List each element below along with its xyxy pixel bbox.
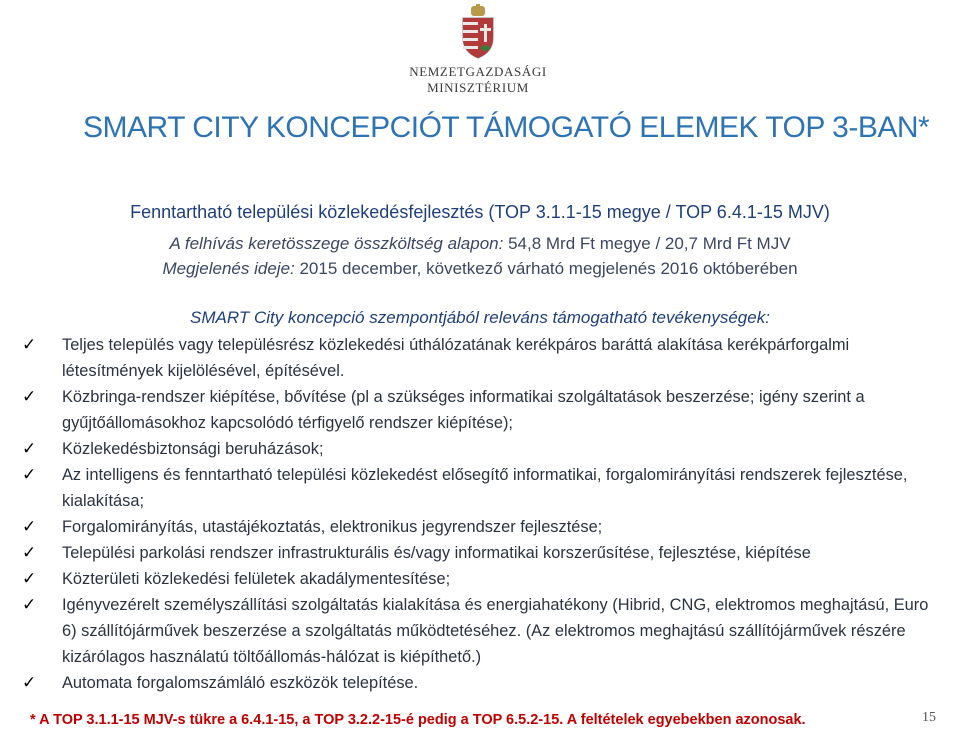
activity-list xyxy=(22,332,942,696)
checkmark-icon: ✓ xyxy=(22,673,37,693)
budget-value: 54,8 Mrd Ft megye / 20,7 Mrd Ft MJV xyxy=(503,234,791,253)
list-item xyxy=(22,514,942,540)
checkmark-icon: ✓ xyxy=(22,335,37,355)
list-item-text: Az intelligens és fenntartható települési közlekedést elősegítő informatikai, forgalomirányítási rendszerek fejlesztése, kialakítása; xyxy=(62,466,908,510)
coat-of-arms-icon xyxy=(459,4,497,60)
page-number: 15 xyxy=(922,710,936,725)
checkmark-icon: ✓ xyxy=(22,543,37,563)
checkmark-icon: ✓ xyxy=(22,595,37,615)
checkmark-icon: ✓ xyxy=(22,569,37,589)
list-item-text: Igényvezérelt személyszállítási szolgáltatás kialakítása és energiahatékony (Hibrid, CNG, elektromos meghajtású, Euro 6) szállítójárművek beszerzése a szolgáltatás működtetéséhez. (Az elektromos meghajtású szállítójárművek részére kizárólagos használatú töltőállomás-hálózat is kiépíthető.) xyxy=(62,596,929,666)
list-item xyxy=(22,332,942,384)
logo-text-line1: NEMZETGAZDASÁGI xyxy=(409,64,547,79)
publication-date-line xyxy=(0,259,960,279)
date-value: 2015 december, következő várható megjelenés 2016 októberében xyxy=(294,259,798,278)
slide-title: SMART CITY KONCEPCIÓT TÁMOGATÓ ELEMEK TOP 3-BAN* xyxy=(83,111,930,144)
footnote: * A TOP 3.1.1-15 MJV-s tükre a 6.4.1-15, a TOP 3.2.2-15-é pedig a TOP 6.5.2-15. A feltételek egyebekben azonosak. xyxy=(30,712,806,728)
checkmark-icon: ✓ xyxy=(22,439,37,459)
list-item-text: Automata forgalomszámláló eszközök telepítése. xyxy=(62,674,419,692)
list-item xyxy=(22,436,942,462)
section-heading: SMART City koncepció szempontjából releváns támogatható tevékenységek: xyxy=(190,308,770,327)
list-item xyxy=(22,592,942,670)
budget-line xyxy=(0,234,960,254)
list-item-text: Települési parkolási rendszer infrastrukturális és/vagy informatikai korszerűsítése, fejlesztése, kiépítése xyxy=(62,544,811,562)
budget-label: A felhívás keretösszege összköltség alapon: xyxy=(169,234,504,253)
list-item xyxy=(22,462,942,514)
slide-subtitle: Fenntartható települési közlekedésfejlesztés (TOP 3.1.1-15 megye / TOP 6.4.1-15 MJV) xyxy=(130,202,830,222)
checkmark-icon: ✓ xyxy=(22,387,37,407)
list-item xyxy=(22,540,942,566)
list-item xyxy=(22,670,942,696)
list-item-text: Közlekedésbiztonsági beruházások; xyxy=(62,440,324,458)
ministry-logo xyxy=(408,4,548,96)
list-item-text: Forgalomirányítás, utastájékoztatás, elektronikus jegyrendszer fejlesztése; xyxy=(62,518,603,536)
checkmark-icon: ✓ xyxy=(22,517,37,537)
list-item-text: Közterületi közlekedési felületek akadálymentesítése; xyxy=(62,570,451,588)
list-item-text: Teljes település vagy településrész közlekedési úthálózatának kerékpáros baráttá alakítása kerékpárforgalmi létesítmények kijelölésével, építésével. xyxy=(62,336,850,380)
logo-text-line2: MINISZTÉRIUM xyxy=(427,80,529,95)
list-item xyxy=(22,566,942,592)
list-item xyxy=(22,384,942,436)
list-item-text: Közbringa-rendszer kiépítése, bővítése (pl a szükséges informatikai szolgáltatások beszerzése; igény szerint a gyűjtőállomásokhoz kapcsolódó térfigyelő rendszer kiépítése); xyxy=(62,388,865,432)
date-label: Megjelenés ideje: xyxy=(162,259,295,278)
checkmark-icon: ✓ xyxy=(22,465,37,485)
